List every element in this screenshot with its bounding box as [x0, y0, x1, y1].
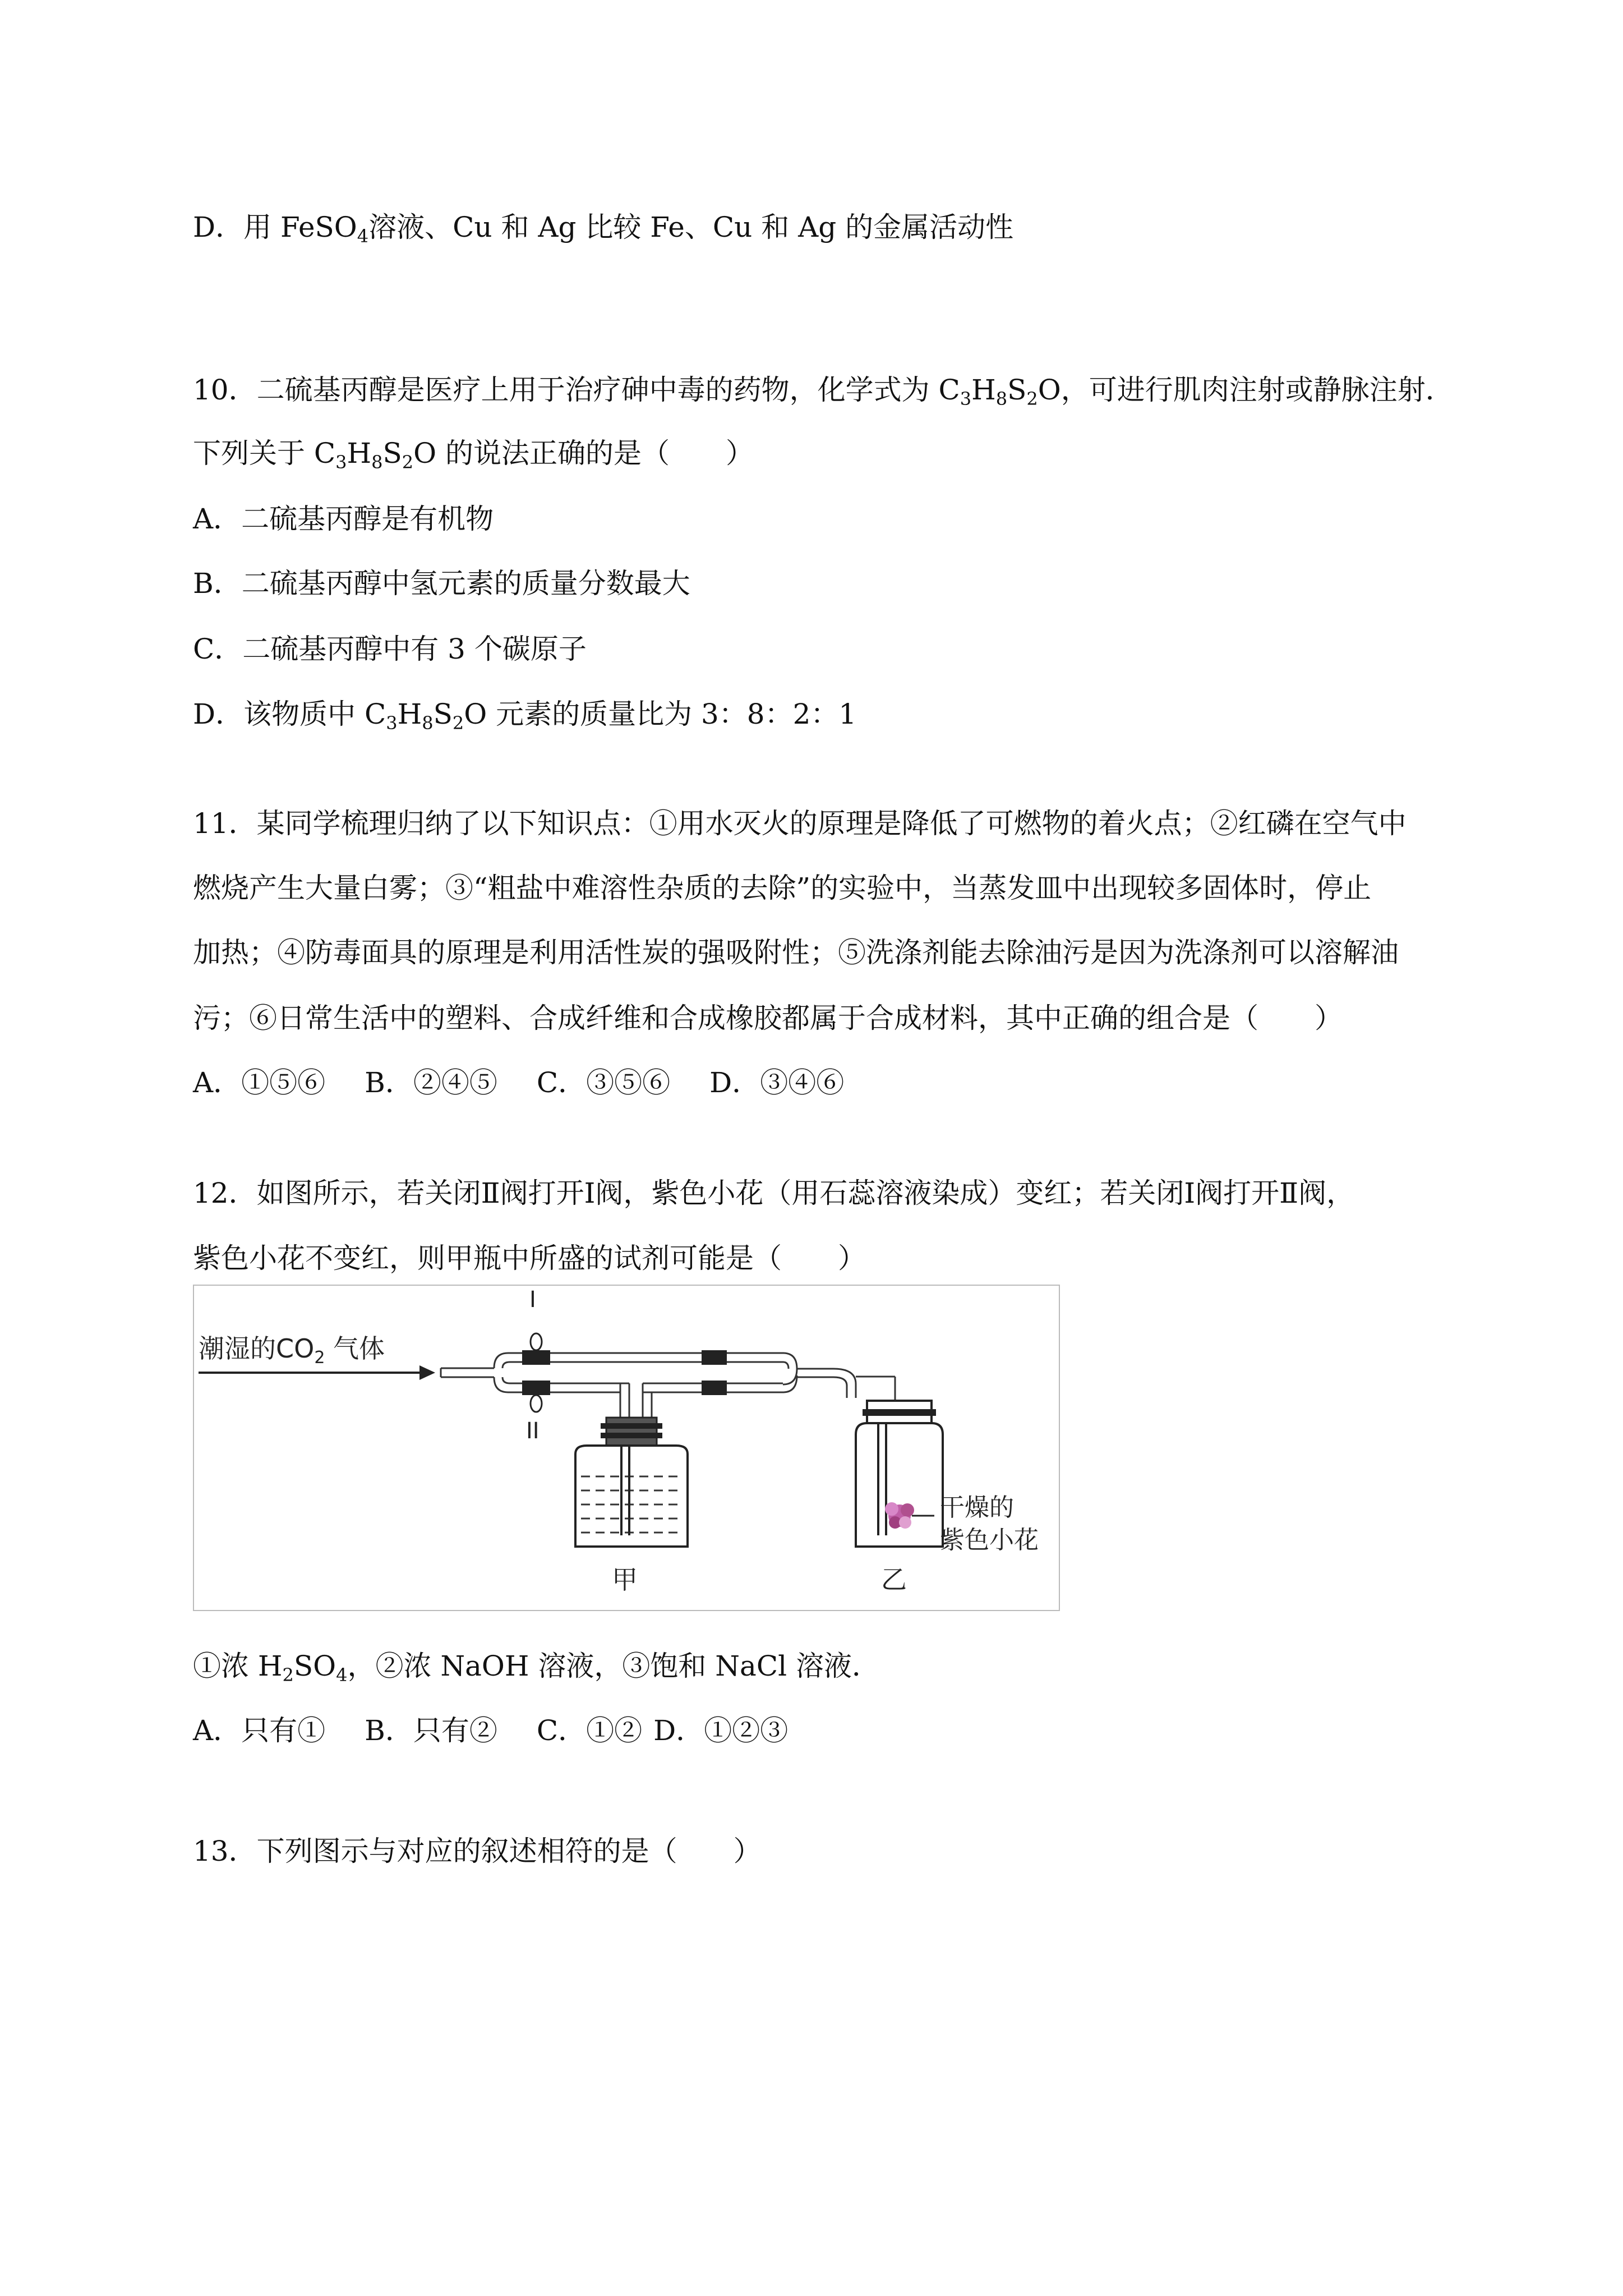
subscript: 2	[452, 712, 464, 734]
q12-reagents	[193, 1649, 880, 1686]
bottle-jia-label: 甲	[612, 1565, 638, 1595]
q9-option-d-text-pre: D．用 FeSO	[193, 211, 357, 243]
q10-stem2-pre: 下列关于 C	[193, 437, 336, 470]
purple-flower-icon	[885, 1502, 914, 1529]
q10-stem-line2: 下列关于 $C_3H_8S_2O$ 的说法正确的是（ ）	[193, 437, 754, 473]
valve-1-label: I	[529, 1287, 536, 1313]
q10-stem-text-post: O，可进行肌肉注射或静脉注射．	[1038, 374, 1454, 406]
q11-stem-line1: 11．某同学梳理归纳了以下知识点：①用水灭火的原理是降低了可燃物的着火点；②红磷在空气中	[193, 807, 1407, 840]
flower-label-line2: 紫色小花	[940, 1526, 1039, 1554]
q11-stem-line2: 燃烧产生大量白雾；③“粗盐中难溶性杂质的去除”的实验中，当蒸发皿中出现较多固体时，停止	[193, 872, 1372, 904]
q12-option-b: B．只有②	[365, 1714, 497, 1747]
pinch-clamps	[522, 1350, 727, 1395]
q12-stem-line1: 12．如图所示，若关闭Ⅱ阀打开Ⅰ阀，紫色小花（用石蕊溶液染成）变红；若关闭Ⅰ阀打开Ⅱ阀，	[193, 1177, 1355, 1209]
subscript: 8	[995, 388, 1008, 409]
q12-stem-line2: 紫色小花不变红，则甲瓶中所盛的试剂可能是（ ）	[193, 1242, 866, 1274]
q10-option-d: D．该物质中 $C_3H_8S_2O$ 元素的质量比为 3：8：2：1	[193, 698, 857, 734]
subscript: 2	[282, 1664, 294, 1686]
tubing	[441, 1353, 895, 1426]
q10-option-b: B．二硫基丙醇中氢元素的质量分数最大	[193, 567, 690, 600]
subscript: 4	[357, 226, 369, 247]
reagents-pre: ①浓 H	[193, 1650, 283, 1682]
q12-option-c: C．①②	[536, 1714, 643, 1747]
subscript: 3	[335, 452, 347, 473]
q12-options	[193, 1714, 827, 1747]
q13-stem: 13．下列图示与对应的叙述相符的是（ ）	[193, 1835, 762, 1867]
reagents-mid: SO	[293, 1650, 336, 1682]
q9-option-d	[193, 210, 1014, 247]
q12-apparatus-diagram	[193, 1285, 1060, 1611]
q11-option-d: D．③④⑥	[709, 1066, 845, 1099]
q12-option-a: A．只有①	[193, 1714, 326, 1747]
q11-option-c: C．③⑤⑥	[536, 1066, 671, 1099]
subscript: 4	[336, 1664, 348, 1686]
valve-icons	[531, 1333, 542, 1412]
q10-stem-line1: 10．二硫基丙醇是医疗上用于治疗砷中毒的药物，化学式为 $C_3H_8S_2O$，可进行肌肉注射或静脉注射．	[193, 374, 1454, 409]
q10-option-a: A．二硫基丙醇是有机物	[193, 503, 494, 535]
subscript: 3	[960, 388, 972, 409]
q11-stem-line4: 污；⑥日常生活中的塑料、合成纤维和合成橡胶都属于合成材料，其中正确的组合是（ ）	[193, 1002, 1343, 1034]
q10-option-d-pre: D．该物质中 C	[193, 698, 386, 730]
subscript: 2	[402, 452, 414, 473]
subscript: 2	[1026, 388, 1038, 409]
q11-option-a: A．①⑤⑥	[193, 1066, 326, 1099]
q10-option-c: C．二硫基丙醇中有 3 个碳原子	[193, 633, 587, 665]
subscript: 8	[371, 452, 383, 473]
q12-option-d: D．①②③	[653, 1714, 789, 1747]
q10-stem2-post: O 的说法正确的是（ ）	[413, 437, 754, 470]
q11-options	[193, 1066, 883, 1099]
q10-option-d-post: O 元素的质量比为 3：8：2：1	[464, 698, 857, 730]
q9-option-d-text-post: 溶液、Cu 和 Ag 比较 Fe、Cu 和 Ag 的金属活动性	[368, 211, 1014, 243]
flower-label-line1: 干燥的	[940, 1493, 1014, 1522]
q11-stem-line3: 加热；④防毒面具的原理是利用活性炭的强吸附性；⑤洗涤剂能去除油污是因为洗涤剂可以溶解油	[193, 936, 1399, 969]
bottle-jia	[575, 1418, 688, 1547]
q11-option-b: B．②④⑤	[365, 1066, 497, 1099]
subscript: 3	[386, 712, 398, 734]
bottle-yi-label: 乙	[881, 1565, 907, 1595]
reagents-post: ，②浓 NaOH 溶液，③饱和 NaCl 溶液．	[347, 1650, 880, 1682]
subscript: 8	[422, 712, 434, 734]
valve-2-label: II	[526, 1418, 540, 1444]
q10-stem-text: 10．二硫基丙醇是医疗上用于治疗砷中毒的药物，化学式为 C	[193, 374, 960, 406]
gas-label: 潮湿的$CO_2$ 气体	[199, 1333, 385, 1368]
